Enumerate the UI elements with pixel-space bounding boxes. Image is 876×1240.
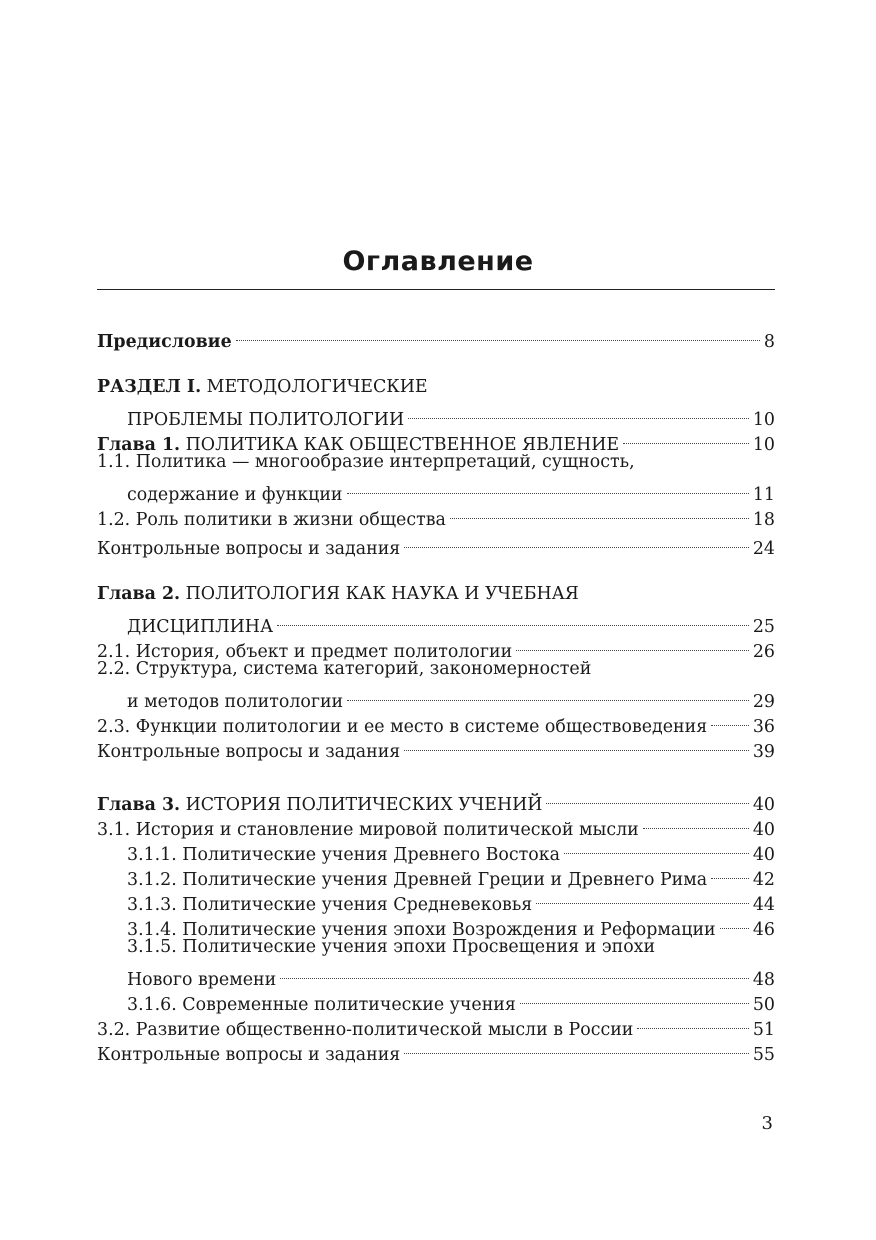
dot-leader (711, 707, 749, 732)
toc-page: 10 (752, 410, 775, 430)
toc-label: Контрольные вопросы и задания (97, 742, 401, 762)
toc-label: 2.2. Структура, система категорий, закономерностей (97, 659, 592, 679)
toc-label: ПОЛИТИКА КАК ОБЩЕСТВЕННОЕ ЯВЛЕНИЕ (185, 435, 620, 455)
toc-label-cont: Нового времени (127, 970, 277, 990)
toc-page: 48 (752, 970, 775, 990)
toc-label-cont: содержание и функции (127, 485, 343, 505)
page-title: Оглавление (342, 246, 534, 277)
toc-entry-1-1[interactable] (97, 450, 775, 475)
toc-page: 18 (752, 510, 775, 530)
dot-leader (404, 1035, 749, 1060)
dot-leader (546, 785, 748, 810)
toc-label: 3.1.2. Политические учения Древней Греции и Древнего Рима (127, 870, 708, 890)
toc-page: 10 (752, 435, 775, 455)
table-of-contents (97, 322, 775, 1065)
dot-leader (623, 425, 749, 450)
page-number: 3 (761, 1113, 773, 1134)
toc-label: 3.1. История и становление мировой политической мысли (97, 820, 639, 840)
dot-leader (277, 607, 749, 632)
dot-leader (450, 500, 749, 525)
dot-leader (404, 732, 749, 757)
toc-page: 50 (752, 995, 775, 1015)
toc-label: 2.1. История, объект и предмет политологии (97, 642, 513, 662)
toc-label: 3.1.5. Политические учения эпохи Просвещения и эпохи (127, 937, 656, 957)
toc-label: 3.1.1. Политические учения Древнего Востока (127, 845, 560, 865)
dot-leader (643, 810, 749, 835)
toc-page: 42 (752, 870, 775, 890)
toc-label: ПОЛИТОЛОГИЯ КАК НАУКА И УЧЕБНАЯ (185, 584, 579, 604)
toc-label: ИСТОРИЯ ПОЛИТИЧЕСКИХ УЧЕНИЙ (185, 795, 543, 815)
toc-label-cont: ПРОБЛЕМЫ ПОЛИТОЛОГИИ (127, 410, 405, 430)
toc-page: 40 (752, 845, 775, 865)
toc-page: 11 (752, 485, 775, 505)
toc-entry-3-1-5-cont[interactable] (97, 960, 775, 990)
toc-label: 3.1.6. Современные политические учения (127, 995, 516, 1015)
dot-leader (280, 960, 749, 985)
toc-label: 1.1. Политика — многообразие интерпретаций, сущность, (97, 452, 635, 472)
toc-entry-preface[interactable] (97, 322, 775, 352)
toc-label: 2.3. Функции политологии и ее место в системе обществоведения (97, 717, 708, 737)
toc-prefix: Глава 1. (97, 435, 181, 455)
title-divider (97, 289, 775, 290)
toc-label: 3.1.4. Политические учения эпохи Возрождения и Реформации (127, 920, 716, 940)
dot-leader (516, 632, 749, 657)
toc-page: 26 (752, 642, 775, 662)
dot-leader (720, 910, 749, 935)
dot-leader (711, 860, 749, 885)
toc-entry-2-2-cont[interactable] (97, 682, 775, 712)
toc-label-cont: ДИСЦИПЛИНА (127, 617, 274, 637)
toc-label: Контрольные вопросы и задания (97, 1045, 401, 1065)
toc-entry-chapter-2-cont[interactable] (97, 607, 775, 637)
toc-label: Предисловие (97, 332, 232, 352)
dot-leader (564, 835, 749, 860)
toc-entry-section-1[interactable] (97, 375, 775, 400)
toc-page: 36 (752, 717, 775, 737)
dot-leader (404, 529, 749, 554)
dot-leader (347, 682, 749, 707)
toc-label: Контрольные вопросы и задания (97, 539, 401, 559)
toc-label: МЕТОДОЛОГИЧЕСКИЕ (206, 377, 428, 397)
toc-page: 46 (752, 920, 775, 940)
toc-page: 44 (752, 895, 775, 915)
toc-prefix: Глава 2. (97, 584, 181, 604)
toc-label: 3.1.3. Политические учения Средневековья (127, 895, 533, 915)
toc-entry-1-1-cont[interactable] (97, 475, 775, 505)
toc-page: 29 (752, 692, 775, 712)
toc-prefix: РАЗДЕЛ I. (97, 377, 202, 397)
dot-leader (520, 985, 749, 1010)
toc-entry-chapter-3[interactable] (97, 785, 775, 815)
toc-page: 8 (763, 332, 775, 352)
toc-page: 24 (752, 539, 775, 559)
toc-label-cont: и методов политологии (127, 692, 344, 712)
dot-leader (236, 322, 760, 347)
dot-leader (347, 475, 749, 500)
toc-prefix: Глава 3. (97, 795, 181, 815)
toc-page: 55 (752, 1045, 775, 1065)
toc-entry-chapter-2[interactable] (97, 582, 775, 607)
toc-page: 25 (752, 617, 775, 637)
toc-page: 51 (752, 1020, 775, 1040)
toc-page: 39 (752, 742, 775, 762)
toc-entry-2-2[interactable] (97, 657, 775, 682)
dot-leader (408, 400, 749, 425)
dot-leader (536, 885, 749, 910)
dot-leader (637, 1010, 748, 1035)
toc-label: 1.2. Роль политики в жизни общества (97, 510, 446, 530)
toc-entry-section-1-cont[interactable] (97, 400, 775, 430)
toc-page: 40 (752, 795, 775, 815)
toc-page: 40 (752, 820, 775, 840)
toc-label: 3.2. Развитие общественно-политической мысли в России (97, 1020, 634, 1040)
